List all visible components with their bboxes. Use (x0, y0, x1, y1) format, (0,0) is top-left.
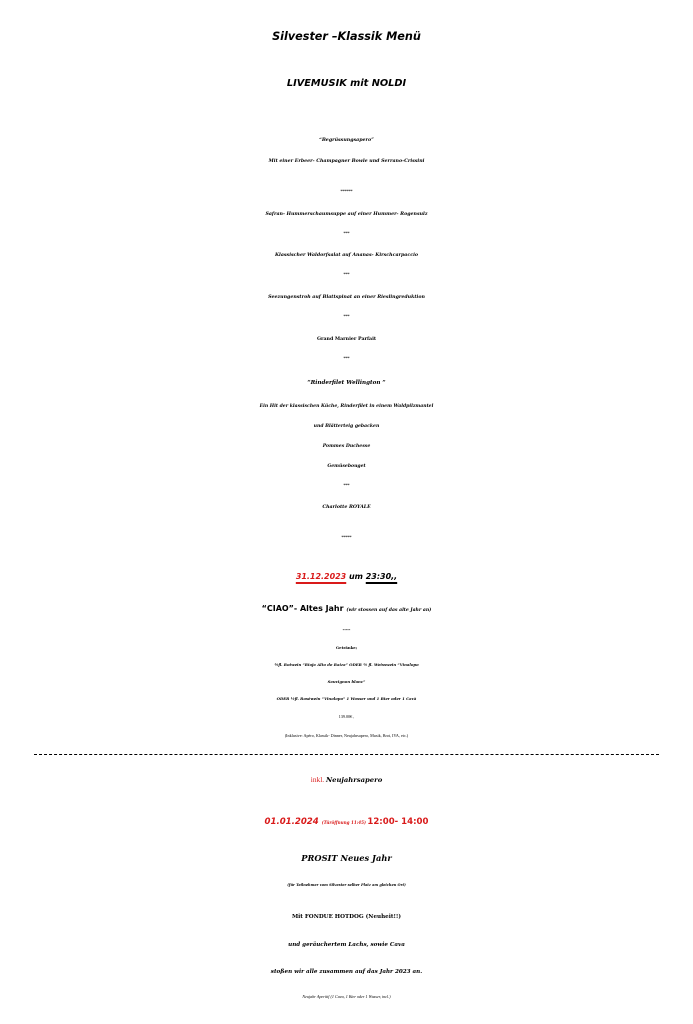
event-datetime (0, 554, 693, 594)
ciao-heading: “CIAO”- Altes Jahr (261, 604, 347, 613)
main-course-side: Pommes Duchesse (322, 444, 371, 449)
separator: *** (343, 271, 350, 276)
drinks-line: ODER ½fl. Roséwein “Vinolopo” 1 Wasser und 1 Bier oder 1 Cavà (276, 696, 417, 701)
ciao-line (0, 590, 693, 628)
newyear-date: 01.01.2024 (264, 817, 322, 827)
menu-title: Silvester –Klassik Menü (272, 30, 421, 43)
main-course-description: Ein Hit der klassischen Küche, Rinderfilet in einem Waldpilzmantel (259, 404, 434, 409)
aperitif-note: Neujahr Aperitif (1 Cava, 1 Bier oder 1 Wasser, incl.) (302, 994, 391, 999)
course-soup: Safran- Hummerschaumsuppe auf einer Hummer- Rogensulz (265, 212, 428, 217)
newyear-time: 12:00- 14:00 (367, 817, 429, 827)
drinks-line: Sauvignon blanc” (327, 679, 366, 684)
drinks-line: ½fl. Rotwein “Rioja Alto de Raiza” ODER ½ fl. Weisswein “Vinalopo (274, 662, 419, 667)
divider (34, 754, 659, 755)
course-fish: Seezungenstroh auf Blattspinat an einer Rieslingreduktion (268, 295, 425, 300)
fondue-line: stoßen wir alle zusammen auf das Jahr 2023 an. (270, 969, 423, 975)
dessert: Charlotte ROYALE (322, 505, 371, 510)
ciao-note: (wir stossen auf das alte Jahr an) (346, 608, 432, 613)
separator: *** (343, 313, 350, 318)
separator: ***** (341, 534, 352, 539)
event-time: 23:30,, (365, 572, 398, 581)
separator: ****** (340, 188, 353, 193)
fondue-line: und geräuchertem Lachs, sowie Cava (288, 942, 405, 948)
newyear-apero: Neujahrsapero (325, 776, 383, 784)
course-parfait: Grand Marnier Parfait (316, 337, 377, 342)
inclusive-note: (Inklusive: Apéro, Klassik- Dinner, Neujahrsapero, Musik, Brot, IVA, etc.) (284, 733, 409, 738)
newyear-datetime (0, 800, 693, 843)
separator: ***** (342, 628, 351, 632)
main-course-side: Gemüsebouget (327, 464, 366, 469)
price: 139.00€ , (338, 714, 355, 719)
drinks-title: Getränke; (335, 645, 358, 650)
menu-subtitle: LIVEMUSIK mit NOLDI (286, 78, 407, 89)
fondue-line: Mit FONDUE HOTDOG (Neuheit!!) (291, 914, 402, 920)
separator: *** (343, 230, 350, 235)
main-course-title: “Rinderfilet Wellington ” (307, 380, 386, 386)
prosit-heading: PROSIT Neues Jahr (301, 853, 392, 863)
newyear-apero-line (0, 761, 693, 797)
apero-description: Mit einer Erbeer- Champagner Bowle und Serrano-Crissini (268, 159, 425, 164)
separator: *** (343, 482, 350, 487)
event-date: 31.12.2023 (295, 572, 347, 581)
main-course-description: und Blätterteig gebacken (313, 424, 380, 429)
separator: *** (343, 355, 350, 360)
event-um: um (346, 572, 366, 581)
course-salad: Klassischer Waldorfsalat auf Ananas- Kirschcarpaccio (274, 253, 419, 258)
participant-note: (für Teilnehmer vom Silvester selber Platz am gleichen Ort) (287, 883, 406, 887)
newyear-doors: (Türöffnung 11:45) (321, 820, 368, 825)
apero-title: “Begrüssungsapero” (319, 138, 374, 143)
inkl-label: inkl. (310, 775, 326, 784)
